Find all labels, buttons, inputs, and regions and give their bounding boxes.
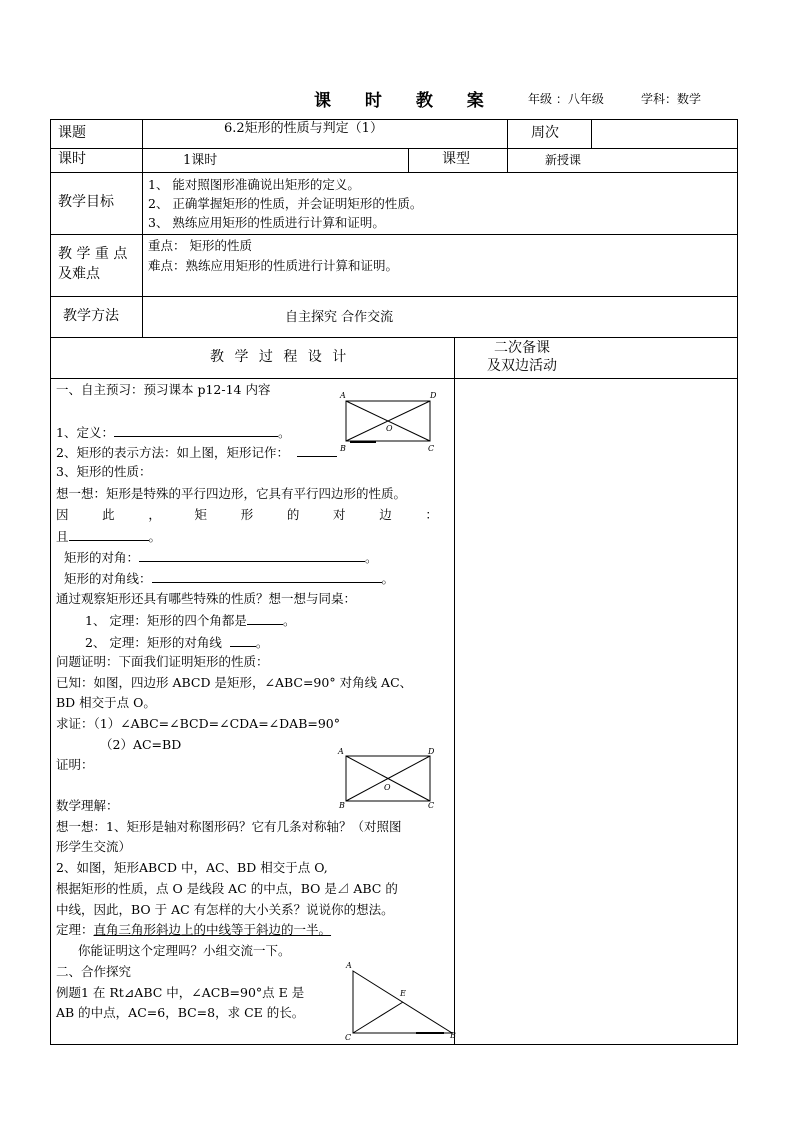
midpoint-label-e: E <box>400 989 406 998</box>
think-axis-line-2: 形学生交流） <box>56 839 132 854</box>
period-value: 1课时 <box>183 153 218 168</box>
subject-label: 学科：数学 <box>641 92 702 106</box>
properties-heading: 3、矩形的性质： <box>56 464 152 479</box>
rectangle-figure-1 <box>336 388 446 454</box>
angles-line: 矩形的对角： 。 <box>64 550 378 565</box>
example-problem-2: AB 的中点，AC=6，BC=8，求 CE 的长。 <box>56 1005 305 1020</box>
vertex-label-a: A <box>338 747 344 756</box>
example-problem: 例题1 在 Rt⊿ABC 中，∠ACB=90°点 E 是 <box>56 985 305 1000</box>
theorem-1: 1、 定理：矩形的四个角都是 。 <box>85 613 296 628</box>
process-label: 教 学 过 程 设 计 <box>210 349 350 365</box>
goal-item: 3、 熟练应用矩形的性质进行计算和证明。 <box>148 215 385 230</box>
vertex-label-b: B <box>340 444 346 453</box>
vertex-label-c: C <box>345 1033 352 1042</box>
vertex-label-c: C <box>428 444 435 453</box>
vertex-label-b: B <box>450 1031 456 1040</box>
diagonals-line: 矩形的对角线： 。 <box>64 571 395 586</box>
method-label: 教学方法 <box>63 308 119 324</box>
period-label: 课时 <box>58 151 86 167</box>
proof-label: 证明： <box>56 757 94 772</box>
think-line: 想一想：矩形是特殊的平行四边形，它具有平行四边形的性质。 <box>56 486 407 501</box>
justified-line: 因 此 ， 矩 形 的 对 边 ： <box>56 507 438 522</box>
vertex-label-d: D <box>430 391 437 400</box>
given-line-2: BD 相交于点 O。 <box>56 695 156 710</box>
example-line: 2、如图，矩形ABCD 中，AC、BD 相交于点 O, <box>56 860 328 875</box>
week-value <box>600 125 730 143</box>
keypoints-label-2: 及难点 <box>58 266 100 282</box>
math-understanding: 数学理解： <box>56 798 119 813</box>
vertex-label-d: D <box>428 747 435 756</box>
keypoint-text: 重点： 矩形的性质 <box>148 238 252 253</box>
difficulty-text: 难点：熟练应用矩形的性质进行计算和证明。 <box>148 258 399 273</box>
vertex-label-a: A <box>340 391 346 400</box>
observe-line: 通过观察矩形还具有哪些特殊的性质？想一想与同桌： <box>56 591 357 606</box>
reason-line-2: 中线，因此，BO 于 AC 有怎样的大小关系？说说你的想法。 <box>56 902 394 917</box>
section-explore: 二、合作探究 <box>56 964 132 979</box>
second-prep-label: 二次备课 <box>494 340 550 356</box>
vertex-label-c: C <box>428 801 435 810</box>
reason-line: 根据矩形的性质，点 O 是线段 AC 的中点，BO 是⊿ ABC 的 <box>56 881 398 896</box>
week-label: 周次 <box>531 125 559 141</box>
think-axis-line: 想一想：1、矩形是轴对称图形码？它有几条对称轴？（对照图 <box>56 819 402 834</box>
rectangle-figure-2 <box>334 744 446 810</box>
grade-label: 年级 ：八年级 <box>528 92 604 106</box>
topic-label: 课题 <box>58 125 86 141</box>
page-title: 课 时 教 案 <box>314 91 498 111</box>
section-preview: 一、自主预习：预习课本 p12-14 内容 <box>56 382 271 397</box>
notation-line: 2、矩形的表示方法：如上图，矩形记作： <box>56 444 337 461</box>
center-label-o: O <box>386 424 393 433</box>
method-value: 自主探究 合作交流 <box>285 310 394 325</box>
topic-value: 6.2矩形的性质与判定（1） <box>224 121 383 136</box>
goals-label: 教学目标 <box>58 194 114 210</box>
keypoints-label: 教 学 重 点 <box>58 246 128 262</box>
second-prep-label-2: 及双边活动 <box>487 358 557 374</box>
vertex-label-a: A <box>346 961 352 970</box>
type-label: 课型 <box>442 151 470 167</box>
center-label-o: O <box>384 783 391 792</box>
prove-line: 求证：（1）∠ABC=∠BCD=∠CDA=∠DAB=90° <box>56 716 341 731</box>
goal-item: 2、 正确掌握矩形的性质，并会证明矩形的性质。 <box>148 196 423 211</box>
prove-ask-line: 你能证明这个定理吗？小组交流一下。 <box>78 943 291 958</box>
and-line: 且 。 <box>56 529 162 544</box>
triangle-figure <box>340 958 460 1042</box>
theorem-2: 2、 定理：矩形的对角线 。 <box>85 635 269 650</box>
goal-item: 1、 能对照图形准确说出矩形的定义。 <box>148 177 360 192</box>
given-line: 已知：如图，四边形 ABCD 是矩形，∠ABC=90° 对角线 AC、 <box>56 675 413 690</box>
type-value: 新授课 <box>545 153 582 167</box>
prove-line-2: （2）AC=BD <box>100 737 182 752</box>
definition-line: 1、定义： 。 <box>56 425 291 440</box>
vertex-label-b: B <box>339 801 345 810</box>
proof-heading: 问题证明：下面我们证明矩形的性质： <box>56 654 269 669</box>
theorem-line: 定理：直角三角形斜边上的中线等于斜边的一半。 <box>56 922 332 937</box>
